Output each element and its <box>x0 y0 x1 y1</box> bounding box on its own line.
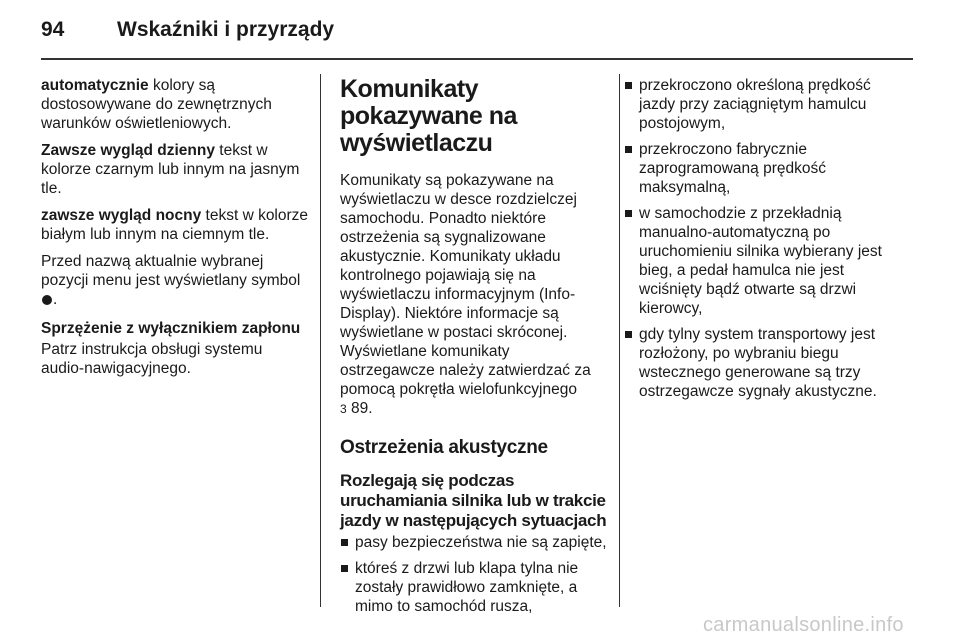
column-left <box>41 76 309 386</box>
list-item-text: przekroczono fabrycznie zaprogramowaną prędkość maksymalną, <box>639 141 826 196</box>
term-night-mode: zawsze wygląd nocny <box>41 207 202 224</box>
text-messages: Komunikaty są pokazywane na wyświetlaczu w desce rozdzielczej samochodu. Ponadto niektóre ostrzeżenia są sygnalizowane akustycznie. Komunikaty układu kontrolnego pojawiają się na wyświetlaczu informacyjnym (Info-Display). Niektóre informacje są wyświetlane w postaci skróconej. Wyświetlane komunikaty ostrzegawcze należy zatwierdzać za pomocą pokrętła wielofunkcyjnego <box>340 172 591 398</box>
filled-circle-icon <box>42 295 52 305</box>
text-menu-symbol: Przed nazwą aktualnie wybranej pozycji menu jest wyświetlany symbol <box>41 253 301 289</box>
bullet-square-icon <box>341 565 348 572</box>
term-day-mode: Zawsze wygląd dzienny <box>41 142 215 159</box>
text-day-mode: tekst w kolorze czarnym lub innym na jasnym tle. <box>41 142 300 197</box>
paragraph-menu-symbol <box>41 252 309 309</box>
list-item <box>624 325 909 401</box>
list-item <box>624 204 909 318</box>
column-right <box>624 76 909 408</box>
bullet-square-icon <box>625 210 632 217</box>
watermark-text: carmanualsonline.info <box>703 614 904 636</box>
column-middle <box>340 76 608 623</box>
list-item-text: któreś z drzwi lub klapa tylna nie zostały prawidłowo zamknięte, a mimo to samochód rusza, <box>355 560 579 615</box>
text-automatic: kolory są dostosowywane do zewnętrznych warunków oświetleniowych. <box>41 77 272 132</box>
reference-page: 89. <box>346 400 373 417</box>
section-title-messages: Komunikaty pokazywane na wyświetlaczu <box>340 75 517 157</box>
column-divider-left <box>320 74 321 607</box>
paragraph-night-mode <box>41 206 309 244</box>
list-item <box>340 533 608 552</box>
section-title-acoustic-warnings: Ostrzeżenia akustyczne <box>340 437 548 458</box>
bullet-square-icon <box>341 539 348 546</box>
subsection-title-situations: Rozlegają się podczas uruchamiania silnika lub w trakcie jazdy w następujących sytuacjach <box>340 471 607 530</box>
list-item-text: gdy tylny system transportowy jest rozłożony, po wybraniu biegu wstecznego generowane są trzy ostrzegawcze sygnały akustyczne. <box>639 326 877 400</box>
heading-ignition-coupling: Sprzężenie z wyłącznikiem zapłonu <box>41 320 301 337</box>
list-item <box>624 76 909 133</box>
list-item-text: w samochodzie z przekładnią manualno-automatyczną po uruchomieniu silnika wybierany jest bieg, a pedał hamulca nie jest wciśnięty bądź otwarte są drzwi kierowcy, <box>639 205 882 317</box>
paragraph-day-mode <box>41 141 309 198</box>
chapter-title: Wskaźniki i przyrządy <box>117 18 335 41</box>
bullet-list-situations <box>340 533 608 616</box>
page-number: 94 <box>41 18 65 41</box>
text-menu-symbol-end: . <box>53 291 58 308</box>
bullet-square-icon <box>625 82 632 89</box>
paragraph-ignition-coupling: Patrz instrukcja obsługi systemu audio-nawigacyjnego. <box>41 341 263 377</box>
header-rule <box>41 58 913 60</box>
reference-arrow-icon: 3 <box>340 402 347 416</box>
list-item-text: pasy bezpieczeństwa nie są zapięte, <box>355 534 607 551</box>
bullet-list-continued <box>624 76 909 401</box>
list-item <box>340 559 608 616</box>
paragraph-automatic <box>41 76 309 133</box>
text-night-mode: tekst w kolorze białym lub innym na ciemnym tle. <box>41 207 309 243</box>
term-automatic: automatycznie <box>41 77 149 94</box>
bullet-square-icon <box>625 146 632 153</box>
list-item-text: przekroczono określoną prędkość jazdy przy zaciągniętym hamulcu postojowym, <box>639 77 871 132</box>
page-header <box>41 14 913 58</box>
bullet-square-icon <box>625 331 632 338</box>
column-divider-right <box>619 74 620 607</box>
paragraph-messages <box>340 171 608 419</box>
list-item <box>624 140 909 197</box>
